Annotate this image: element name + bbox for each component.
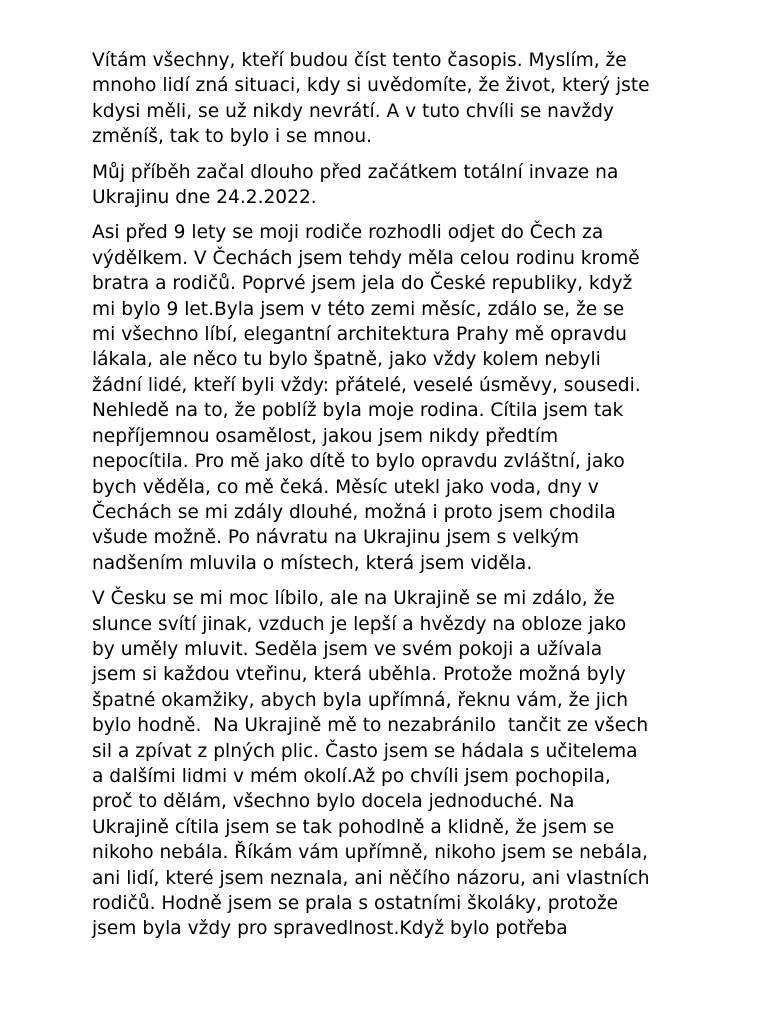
text-line: nikoho nebála. Říkám vám upřímně, nikoho jsem se nebála, (92, 842, 648, 864)
paragraph-intro (92, 48, 752, 150)
text-line: nadšením mluvila o místech, která jsem viděla. (92, 552, 533, 574)
paragraph-czech-trip (92, 220, 752, 576)
text-line: V Česku se mi moc líbilo, ale na Ukrajině se mi zdálo, že (92, 588, 615, 610)
text-line: a dalšími lidmi v mém okolí.Až po chvíli jsem pochopila, (92, 765, 611, 787)
text-line: rodičů. Hodně jsem se prala s ostatními školáky, protože (92, 893, 619, 914)
text-line: Ukrajině cítila jsem se tak pohodlně a klidně, že jsem se (92, 816, 615, 838)
text-line: bratra a rodičů. Poprvé jsem jela do České republiky, když (92, 273, 633, 295)
text-line: slunce svítí jinak, vzduch je lepší a hvězdy na obloze jako (92, 613, 627, 635)
text-line: Nehledě na to, že poblíž byla moje rodina. Cítila jsem tak (92, 400, 624, 422)
text-line: kdysi měli, se už nikdy nevrátí. A v tuto chvíli se navždy (92, 100, 614, 122)
text-line: žádní lidé, kteří byli vždy: přátelé, veselé úsměvy, sousedi. (92, 374, 641, 396)
paragraph-story-start (92, 160, 752, 211)
text-line: jsem si každou vteřinu, která uběhla. Protože možná byly (92, 664, 626, 686)
text-line: výdělkem. V Čechách jsem tehdy měla celou rodinu kromě (92, 247, 640, 269)
document-body (92, 48, 752, 952)
text-line: změníš, tak to bylo i se mnou. (92, 126, 373, 148)
text-line: nepříjemnou osamělost, jakou jsem nikdy předtím (92, 425, 559, 447)
text-line: proč to dělám, všechno bylo docela jednoduché. Na (92, 791, 575, 813)
text-line: bych věděla, co mě čeká. Měsíc utekl jako voda, dny v (92, 476, 599, 498)
text-line: špatné okamžiky, abych byla upřímná, řeknu vám, že jich (92, 689, 629, 711)
text-line: ani lidí, které jsem neznala, ani něčího názoru, ani vlastních (92, 867, 650, 889)
text-line: bylo hodně. Na Ukrajině mě to nezabránilo tančit ze všech (92, 715, 649, 737)
text-line: Ukrajinu dne 24.2.2022. (92, 187, 317, 209)
text-line: Asi před 9 lety se moji rodiče rozhodli odjet do Čech za (92, 222, 604, 244)
text-line: Čechách se mi zdály dlouhé, možná i proto jsem chodila (92, 501, 616, 523)
text-line: sil a zpívat z plných plic. Často jsem se hádala s učitelema (92, 740, 638, 762)
text-line: jsem byla vždy pro spravedlnost.Když bylo potřeba (92, 918, 568, 940)
text-line: nepocítila. Pro mě jako dítě to bylo opravdu zvláštní, jako (92, 451, 625, 473)
text-line: mnoho lidí zná situaci, kdy si uvědomíte, že život, který jste (92, 75, 650, 97)
text-line: lákala, ale něco tu bylo špatně, jako vždy kolem nebyli (92, 349, 601, 371)
text-line: Vítám všechny, kteří budou číst tento časopis. Myslím, že (92, 50, 627, 71)
text-line: Můj příběh začal dlouho před začátkem totální invaze na (92, 161, 619, 183)
paragraph-ukraine-life (92, 586, 752, 942)
text-line: mi bylo 9 let.Byla jsem v této zemi měsíc, zdálo se, že se (92, 298, 625, 320)
text-line: mi všechno líbí, elegantní architektura Prahy mě opravdu (92, 324, 627, 346)
text-line: všude možně. Po návratu na Ukrajinu jsem s velkým (92, 527, 580, 549)
text-line: by uměly mluvit. Seděla jsem ve svém pokoji a užívala (92, 638, 603, 660)
